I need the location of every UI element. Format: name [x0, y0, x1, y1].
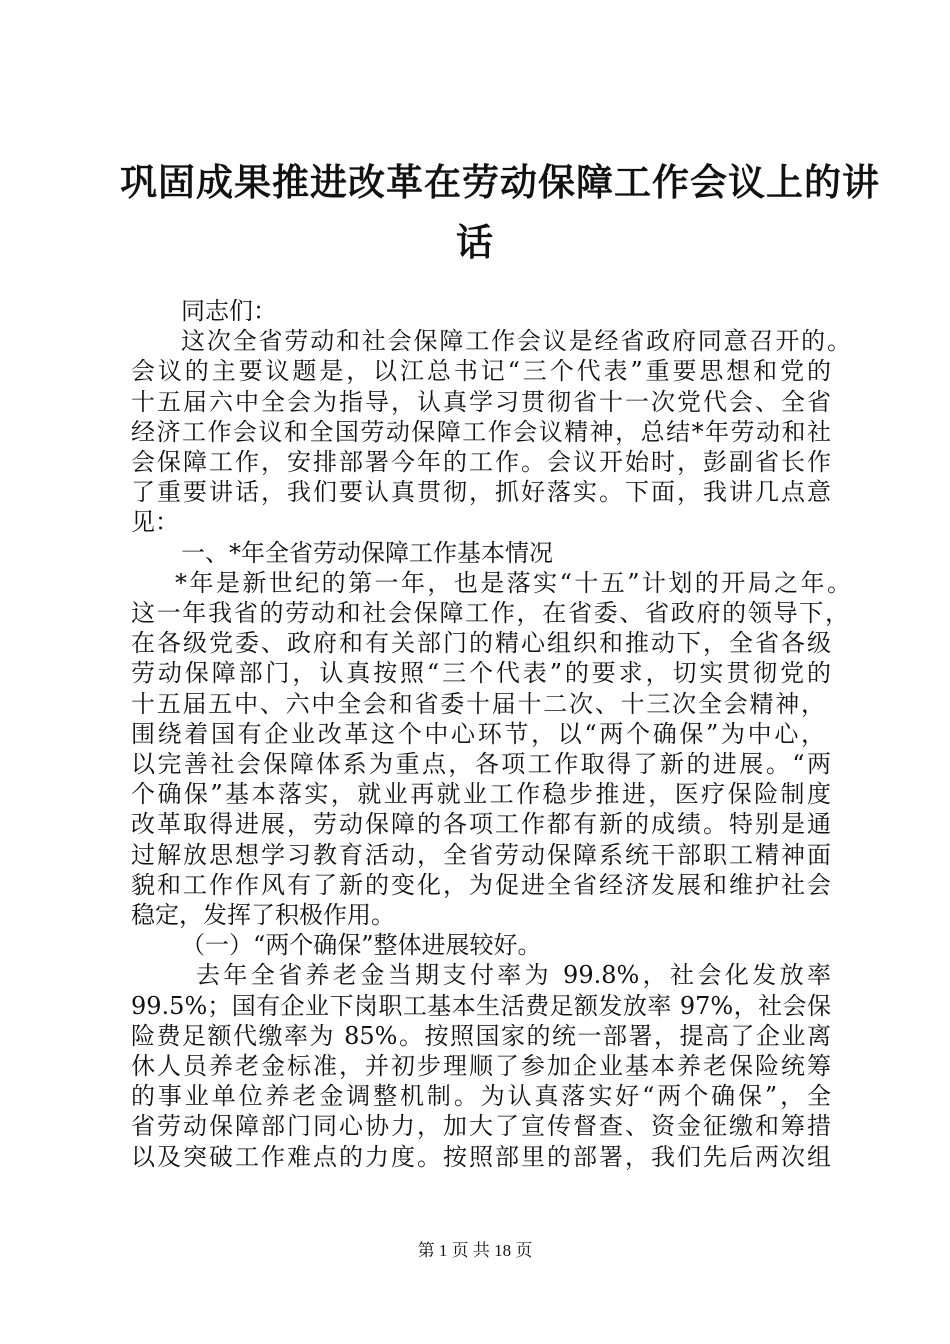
body-line: 会保障工作，安排部署今年的工作。会议开始时，彭副省长作: [131, 448, 831, 476]
body-line: 十五届五中、六中全会和省委十届十二次、十三次全会精神，: [131, 689, 825, 718]
body-line: 十五届六中全会为指导，认真学习贯彻省十一次党代会、全省: [131, 387, 831, 416]
body-line: 这一年我省的劳动和社会保障工作，在省委、省政府的领导下，: [131, 599, 849, 627]
body-line: 以完善社会保障体系为重点，各项工作取得了新的进展。“两: [131, 750, 831, 778]
page-footer: 第 1 页 共 18 页: [417, 1241, 533, 1260]
body-line: 貌和工作作风有了新的变化，为促进全省经济发展和维护社会: [131, 870, 831, 899]
body-line: 险费足额代缴率为 85%。按照国家的统一部署，提高了企业离: [131, 1021, 831, 1050]
body-line: 见：: [131, 508, 179, 537]
body-line: 99.5%；国有企业下岗职工基本生活费足额发放率 97%，社会保: [131, 991, 831, 1020]
body-line: 这次全省劳动和社会保障工作会议是经省政府同意召开的。: [181, 327, 851, 356]
body-line: 省劳动保障部门同心协力，加大了宣传督查、资金征缴和筹措: [131, 1112, 831, 1141]
body-line: 经济工作会议和全国劳动保障工作会议精神，总结*年劳动和社: [131, 417, 831, 446]
body-line: 以及突破工作难点的力度。按照部里的部署，我们先后两次组: [131, 1142, 831, 1171]
body-line: 过解放思想学习教育活动，全省劳动保障系统干部职工精神面: [131, 840, 831, 869]
salutation: 同志们：: [181, 297, 277, 325]
body-line: 劳动保障部门，认真按照“三个代表”的要求，切实贯彻党的: [131, 659, 831, 688]
body-line: 了重要讲话，我们要认真贯彻，抓好落实。下面，我讲几点意: [131, 478, 831, 507]
document-title-line-2: 话: [456, 220, 494, 264]
body-line: 个确保”基本落实，就业再就业工作稳步推进，医疗保险制度: [131, 780, 831, 809]
body-line: 稳定，发挥了积极作用。: [131, 901, 395, 929]
subsection-heading: （一）“两个确保”整体进展较好。: [181, 931, 542, 960]
body-line: 改革取得进展，劳动保障的各项工作都有新的成绩。特别是通: [131, 810, 831, 839]
body-line: 会议的主要议题是，以江总书记“三个代表”重要思想和党的: [131, 357, 831, 386]
document-title-line-1: 巩固成果推进改革在劳动保障工作会议上的讲: [120, 160, 880, 204]
body-line: 去年全省养老金当期支付率为 99.8%，社会化发放率: [196, 961, 831, 990]
body-line: 的事业单位养老金调整机制。为认真落实好“两个确保”，全: [131, 1082, 831, 1111]
body-line: 休人员养老金标准，并初步理顺了参加企业基本养老保险统筹: [131, 1052, 831, 1080]
body-line: 围绕着国有企业改革这个中心环节，以“两个确保”为中心，: [131, 719, 825, 748]
section-heading: 一、*年全省劳动保障工作基本情况: [181, 538, 553, 567]
body-line: 在各级党委、政府和有关部门的精心组织和推动下，全省各级: [131, 629, 831, 658]
body-line: *年是新世纪的第一年，也是落实“十五”计划的开局之年。: [175, 568, 851, 597]
